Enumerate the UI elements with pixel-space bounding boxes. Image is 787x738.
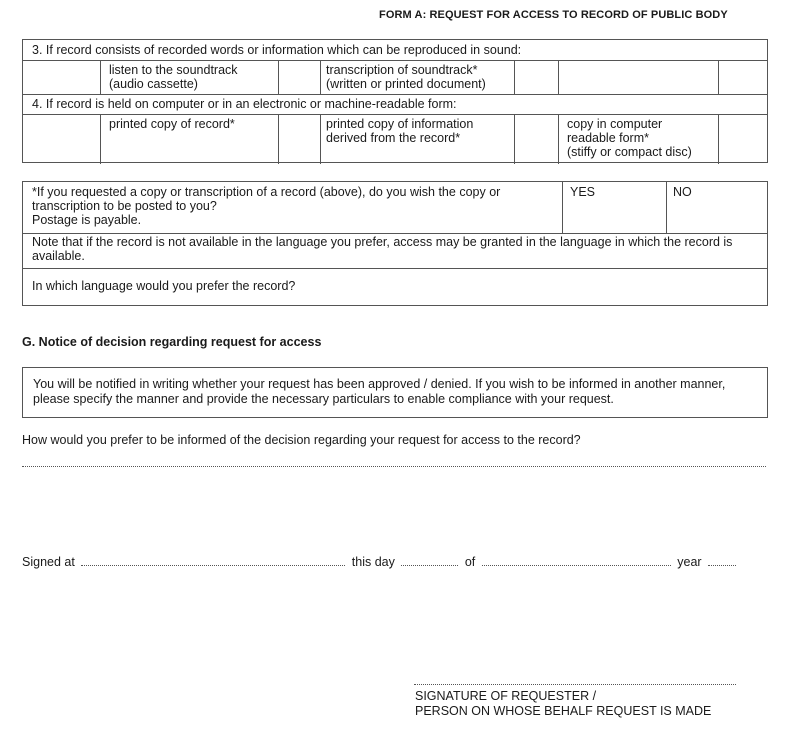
day-field[interactable] — [401, 555, 458, 566]
row3-option-listen-label: listen to the soundtrack (audio cassette) — [109, 63, 238, 91]
row4-computer-check-cell[interactable] — [718, 114, 767, 162]
signed-at-row — [22, 555, 739, 569]
table-divider — [23, 94, 767, 95]
posting-question: *If you requested a copy or transcription of a record (above), do you wish the copy or transcription to be posted to you? Postage is payable. — [32, 185, 501, 227]
notice-text: You will be notified in writing whether your request has been approved / denied. If you wish to be informed in another manner, please specify the manner and provide the necessary particulars to enable compliance with your request. — [33, 377, 726, 406]
year-label: year — [677, 555, 702, 569]
this-day-label: this day — [351, 555, 395, 569]
signature-caption: SIGNATURE OF REQUESTER / PERSON ON WHOSE BEHALF REQUEST IS MADE — [415, 689, 712, 718]
section-g-title: G. Notice of decision regarding request for access — [22, 335, 322, 349]
row3-option-transcription-label: transcription of soundtrack* (written or printed document) — [326, 63, 486, 91]
no-option-cell[interactable] — [665, 182, 767, 232]
signed-at-place-field[interactable] — [81, 555, 345, 566]
table-divider — [320, 60, 321, 94]
table-divider — [23, 233, 767, 234]
table-divider — [100, 60, 101, 94]
row4-derived-check-cell[interactable] — [514, 114, 557, 162]
row4-option-printed-copy-label: printed copy of record* — [109, 117, 235, 131]
signed-at-label: Signed at — [22, 555, 75, 569]
month-field[interactable] — [482, 555, 671, 566]
table-divider — [558, 60, 559, 94]
record-format-table — [22, 39, 768, 163]
table-divider — [23, 60, 767, 61]
row3-transcription-check-cell[interactable] — [514, 60, 557, 93]
notification-preference-answer-line[interactable] — [22, 466, 766, 467]
yes-option-cell[interactable] — [561, 182, 664, 232]
table-divider — [320, 114, 321, 164]
row3-extra-check-cell[interactable] — [718, 60, 767, 93]
row4-option-derived-info-label: printed copy of information derived from the record* — [326, 117, 474, 145]
notification-preference-question: How would you prefer to be informed of the decision regarding your request for access to the record? — [22, 433, 581, 447]
language-note: Note that if the record is not available in the language you prefer, access may be granted in the language in which the record is available. — [32, 235, 733, 263]
row3-heading: 3. If record consists of recorded words or information which can be reproduced in sound: — [32, 43, 522, 57]
form-header-title: FORM A: REQUEST FOR ACCESS TO RECORD OF PUBLIC BODY — [379, 9, 728, 21]
notice-box — [22, 367, 768, 418]
table-divider — [100, 114, 101, 164]
row4-heading: 4. If record is held on computer or in an electronic or machine-readable form: — [32, 97, 457, 111]
preferred-language-field[interactable] — [340, 270, 766, 305]
row3-listen-check-cell[interactable] — [278, 60, 319, 93]
row4-printed-check-cell[interactable] — [278, 114, 319, 162]
language-question: In which language would you prefer the record? — [32, 279, 296, 293]
table-divider — [23, 268, 767, 269]
row4-option-computer-readable-label: copy in computer readable form* (stiffy or compact disc) — [567, 117, 692, 159]
no-label: NO — [673, 185, 692, 199]
year-field[interactable] — [708, 555, 736, 566]
yes-label: YES — [570, 185, 596, 199]
table-divider — [23, 114, 767, 115]
table-divider — [558, 114, 559, 164]
signature-line[interactable] — [414, 684, 736, 685]
of-label: of — [464, 555, 476, 569]
